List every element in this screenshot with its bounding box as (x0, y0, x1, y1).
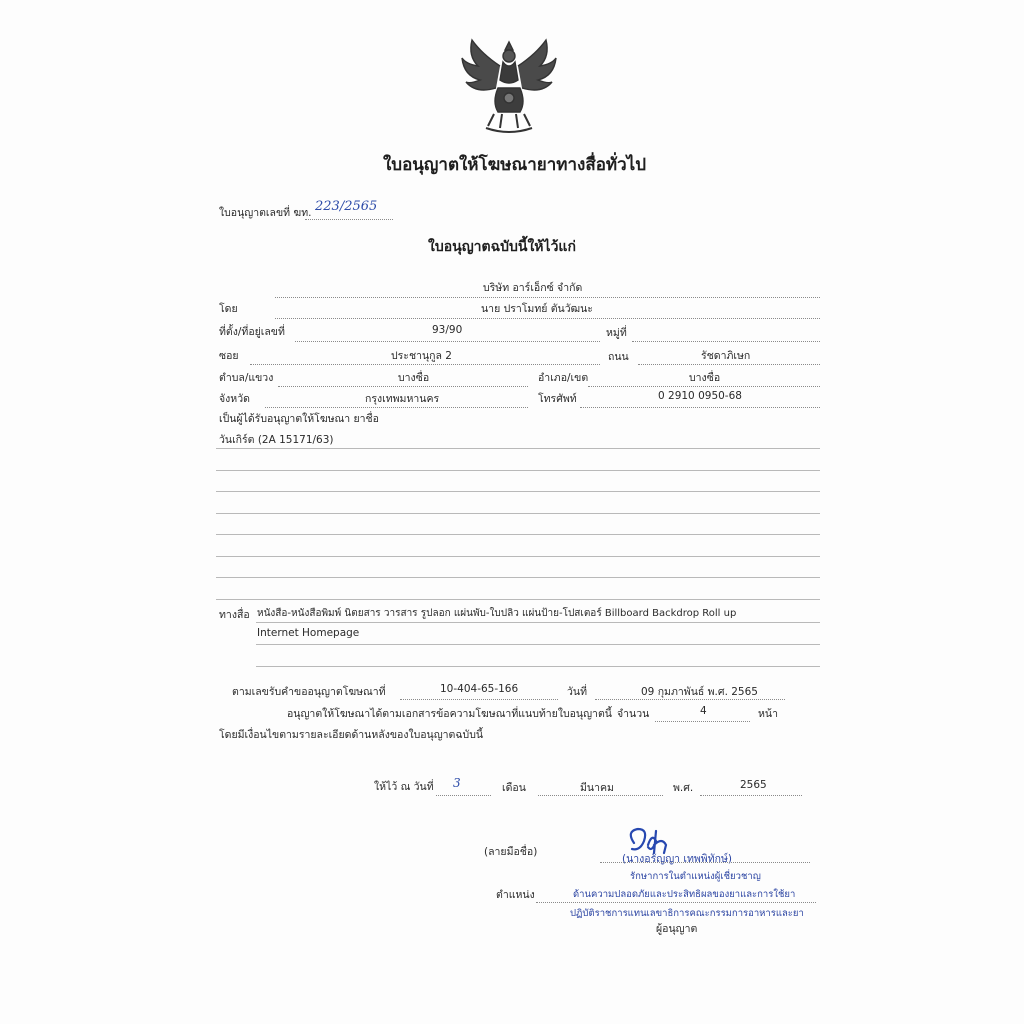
address-value: 93/90 (432, 324, 463, 336)
position-line2: ด้านความปลอดภัยและประสิทธิผลของยาและการใช้ยา (573, 889, 796, 900)
soi-line (250, 364, 600, 365)
given-label: ให้ไว้ ณ วันที่ (374, 781, 434, 793)
phone-line (580, 407, 820, 408)
request-number-value: 10-404-65-166 (440, 683, 519, 695)
province-label: จังหวัด (219, 393, 250, 405)
subdistrict-value: บางซื่อ (398, 372, 430, 384)
blank-line (216, 599, 820, 600)
given-day-value: 3 (453, 776, 461, 790)
by-value: นาย ปราโมทย์ ตันวัฒนะ (481, 303, 593, 315)
blank-line (216, 448, 820, 449)
request-date-line (595, 699, 785, 700)
province-line (265, 407, 528, 408)
month-label: เดือน (502, 782, 526, 794)
media-line1: หนังสือ-หนังสือพิมพ์ นิตยสาร วารสาร รูปลอก แผ่นพับ-ใบปลิว แผ่นป้าย-โปสเตอร์ Billboard Backdrop Roll up (257, 608, 737, 619)
blank-line (216, 491, 820, 492)
soi-value: ประชานุกูล 2 (391, 350, 452, 362)
media-label: ทางสื่อ (219, 609, 250, 621)
sign-label: (ลายมือชื่อ) (484, 846, 538, 858)
soi-label: ซอย (219, 350, 239, 362)
media-underline (256, 644, 820, 645)
condition-text: โดยมีเงื่อนไขตามรายละเอียดด้านหลังของใบอนุญาตฉบับนี้ (219, 729, 484, 741)
media-underline (256, 622, 820, 623)
request-number-label: ตามเลขรับคำขออนุญาตโฆษณาที่ (232, 686, 386, 698)
moo-line (632, 341, 820, 342)
signer-line (600, 862, 810, 863)
permission-line2: วันเกิร์ต (2A 15171/63) (219, 434, 334, 446)
subdistrict-label: ตำบล/แขวง (219, 372, 274, 384)
subdistrict-line (278, 386, 528, 387)
road-value: รัชดาภิเษก (701, 350, 751, 362)
year-line (700, 795, 802, 796)
license-number-value: 223/2565 (315, 199, 378, 214)
position-line3: ปฏิบัติราชการแทนเลขาธิการคณะกรรมการอาหารและยา (570, 908, 804, 919)
pages-label: หน้า (758, 708, 778, 720)
blank-line (216, 513, 820, 514)
blank-line (216, 577, 820, 578)
document-title: ใบอนุญาตให้โฆษณายาทางสื่อทั่วไป (383, 155, 647, 175)
road-label: ถนน (608, 351, 629, 363)
count-line (655, 721, 750, 722)
blank-line (216, 470, 820, 471)
blank-line (216, 534, 820, 535)
given-day-line (436, 795, 491, 796)
blank-line (216, 556, 820, 557)
address-line (295, 341, 600, 342)
position-label: ตำแหน่ง (496, 889, 535, 901)
count-value: 4 (700, 705, 707, 717)
count-label: จำนวน (617, 708, 650, 720)
phone-label: โทรศัพท์ (538, 393, 577, 405)
request-number-line (400, 699, 558, 700)
year-value: 2565 (740, 779, 767, 791)
signer-name: (นางอรัญญา เทพพิทักษ์) (622, 853, 733, 865)
by-label: โดย (219, 303, 238, 315)
month-line (538, 795, 663, 796)
allow-text: อนุญาตให้โฆษณาได้ตามเอกสารข้อความโฆษณาที่แนบท้ายใบอนุญาตนี้ (287, 708, 612, 720)
phone-value: 0 2910 0950-68 (658, 390, 742, 402)
road-line (638, 364, 820, 365)
request-date-value: 09 กุมภาพันธ์ พ.ศ. 2565 (641, 686, 758, 698)
position-line1: รักษาการในตำแหน่งผู้เชี่ยวชาญ (630, 871, 761, 882)
permission-line1: เป็นผู้ได้รับอนุญาตให้โฆษณา ยาชื่อ (219, 413, 379, 425)
request-date-label: วันที่ (567, 686, 587, 698)
position-line (536, 902, 816, 903)
document-subtitle: ใบอนุญาตฉบับนี้ให้ไว้แก่ (428, 239, 576, 255)
district-label: อำเภอ/เขต (538, 372, 589, 384)
moo-label: หมู่ที่ (606, 327, 627, 339)
role-label: ผู้อนุญาต (656, 923, 698, 935)
province-value: กรุงเทพมหานคร (365, 393, 440, 405)
media-line2: Internet Homepage (257, 627, 360, 639)
company-name: บริษัท อาร์เอ็กซ์ จำกัด (483, 282, 583, 294)
month-value: มีนาคม (580, 782, 614, 794)
district-line (588, 386, 820, 387)
district-value: บางซื่อ (689, 372, 721, 384)
by-line (275, 318, 820, 319)
company-line (275, 297, 820, 298)
license-number-line (305, 219, 393, 220)
media-underline (256, 666, 820, 667)
year-label: พ.ศ. (673, 782, 694, 794)
license-number-label: ใบอนุญาตเลขที่ ฆท. (219, 207, 312, 219)
garuda-emblem-icon (458, 36, 560, 136)
address-label: ที่ตั้ง/ที่อยู่เลขที่ (219, 326, 285, 338)
